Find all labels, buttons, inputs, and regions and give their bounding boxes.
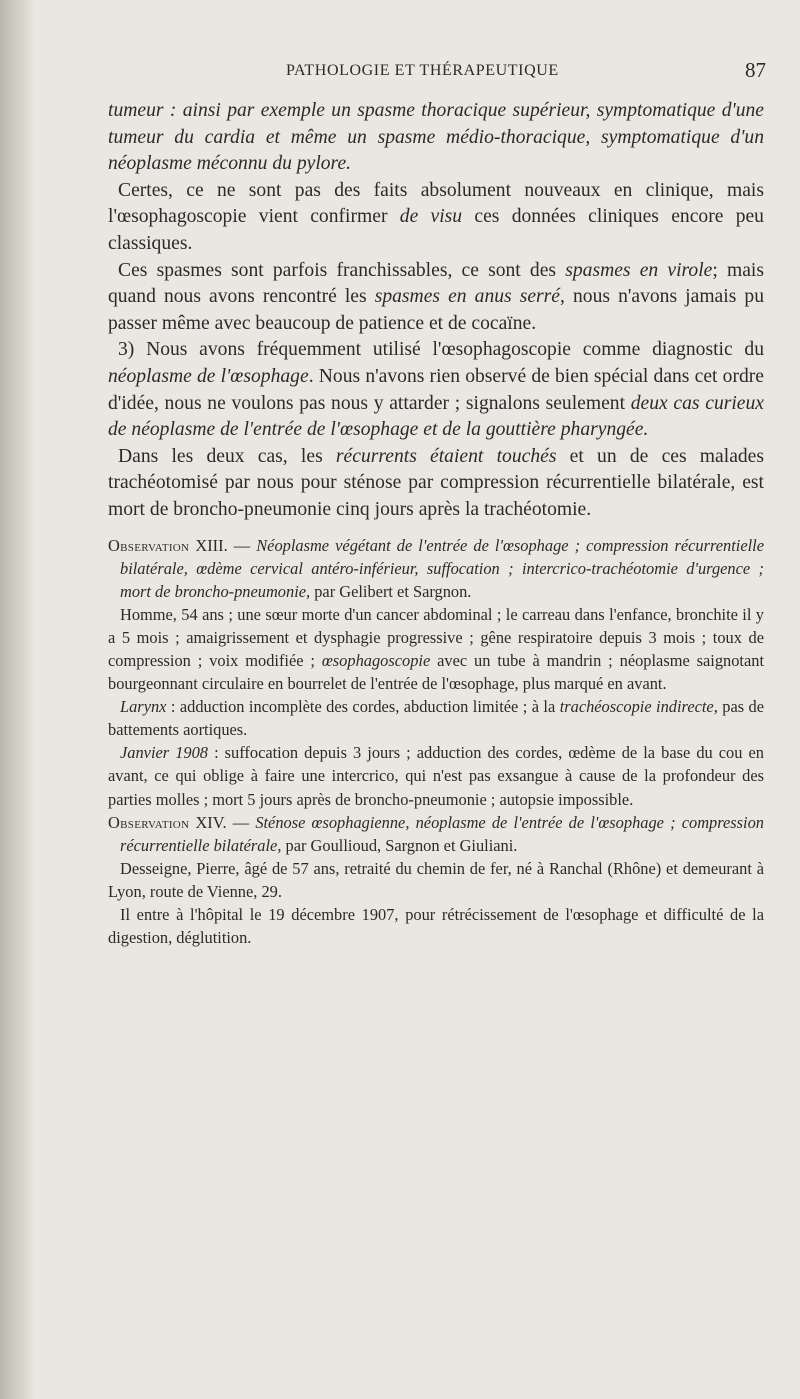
page-header: [108, 58, 764, 92]
text-run: deux cas curieux de néoplasme de l'entrée de l'œsophage et de la gouttière pharyngée.: [108, 392, 765, 441]
book-binding-shadow: [0, 0, 34, 1399]
text-run: Desseigne, Pierre, âgé de 57 ans, retraité du chemin de fer, né à Ranchal (Rhône) et demeurant à Lyon, route de Vienne, 29.: [108, 858, 764, 901]
text-run: trachéoscopie indirecte: [559, 697, 714, 717]
observation-heading: [108, 811, 764, 857]
text-run: par Goullioud, Sargnon et Giuliani.: [281, 835, 518, 855]
observations-section: [108, 534, 764, 950]
observation-paragraph: [108, 857, 764, 903]
running-head: PATHOLOGIE ET THÉRAPEUTIQUE: [286, 62, 559, 79]
text-run: récurrents étaient touchés: [335, 445, 557, 467]
text-run: Sténose œsophagienne, néoplasme de l'entrée de l'œsophage ; compression récurrentielle bilatérale,: [120, 812, 764, 855]
text-run: de visu: [399, 206, 463, 228]
main-text: [108, 98, 764, 524]
observation-paragraph: [108, 741, 764, 810]
text-run: , nous n'avons jamais pu passer même avec beaucoup de patience et de cocaïne.: [108, 286, 764, 334]
text-run: Observation: [108, 812, 190, 832]
paragraph: [108, 444, 764, 524]
page-number: 87: [745, 58, 766, 82]
text-run: XIV. —: [189, 812, 256, 832]
text-run: 3) Nous avons fréquemment utilisé l'œsophagoscopie comme diagnostic du: [118, 339, 764, 361]
observation-paragraph: [108, 903, 764, 949]
text-run: œsophagoscopie: [321, 650, 431, 670]
text-run: XIII. —: [189, 535, 257, 555]
text-run: Dans les deux cas, les: [118, 445, 336, 467]
text-run: Observation: [108, 535, 190, 555]
text-run: néoplasme de l'œsophage: [108, 365, 309, 387]
text-run: ; mais quand nous avons rencontré les: [108, 259, 764, 308]
paragraph: [108, 337, 764, 443]
text-run: Néoplasme végétant de l'entrée de l'œsophage ; compression récurrentielle bilatérale, œdème cervical antéro-inférieur, suffocation ; intercrico-trachéotomie d'urgence ; mort de broncho-pneumonie,: [120, 535, 764, 601]
text-run: Janvier 1908: [120, 743, 208, 763]
observation-heading: [108, 534, 764, 603]
text-run: avec un tube à mandrin ; néoplasme saignotant bourgeonnant circulaire en bourrelet de l'entrée de l'œsophage, plus marqué en avant.: [108, 650, 765, 694]
paragraph: [108, 258, 764, 338]
text-run: , pas de battements aortiques.: [108, 697, 764, 740]
text-run: Larynx: [120, 697, 167, 717]
observation-paragraph: [108, 695, 764, 741]
paragraph: [108, 98, 764, 178]
text-run: spasmes en virole: [565, 259, 713, 281]
text-run: Homme, 54 ans ; une sœur morte d'un cancer abdominal ; le carreau dans l'enfance, bronchite il y a 5 mois ; amaigrissement et dysphagie progressive ; gêne respiratoire depuis 3 mois ; toux de compression ; voix modifiée ;: [108, 604, 764, 670]
text-run: spasmes en anus serré: [374, 286, 561, 308]
text-run: Ces spasmes sont parfois franchissables, ce sont des: [118, 259, 566, 281]
paragraph: [108, 178, 764, 258]
text-run: . Nous n'avons rien observé de bien spécial dans cet ordre d'idée, nous ne voulons pas nous y attarder ; signalons seulement: [108, 365, 764, 414]
text-run: Certes, ce ne sont pas des faits absolument nouveaux en clinique, mais l'œsophagoscopie vient confirmer: [108, 179, 764, 228]
text-run: Il entre à l'hôpital le 19 décembre 1907, pour rétrécissement de l'œsophage et difficulté de la digestion, déglutition.: [108, 905, 764, 948]
observation-paragraph: [108, 603, 764, 695]
text-run: ces données cliniques encore peu classiques.: [108, 206, 764, 254]
text-run: et un de ces malades trachéotomisé par nous pour sténose par compression récurrentielle bilatérale, est mort de broncho-pneumonie cinq jours après la trachéotomie.: [108, 445, 765, 520]
text-run: par Gelibert et Sargnon.: [310, 581, 472, 601]
text-run: tumeur : ainsi par exemple un spasme thoracique supérieur, symptomatique d'une tumeur du cardia et même un spasme médio-thoracique, symptomatique d'un néoplasme méconnu du pylore.: [108, 100, 764, 175]
text-run: : suffocation depuis 3 jours ; adduction des cordes, œdème de la base du cou en avant, ce qui oblige à faire une intercrico, qui n'est pas exsangue à cause de la profondeur des parties molles ; mort 5 jours après de broncho-pneumonie ; autopsie impossible.: [108, 743, 764, 809]
book-page: [108, 58, 764, 949]
text-run: : adduction incomplète des cordes, abduction limitée ; à la: [166, 697, 560, 717]
